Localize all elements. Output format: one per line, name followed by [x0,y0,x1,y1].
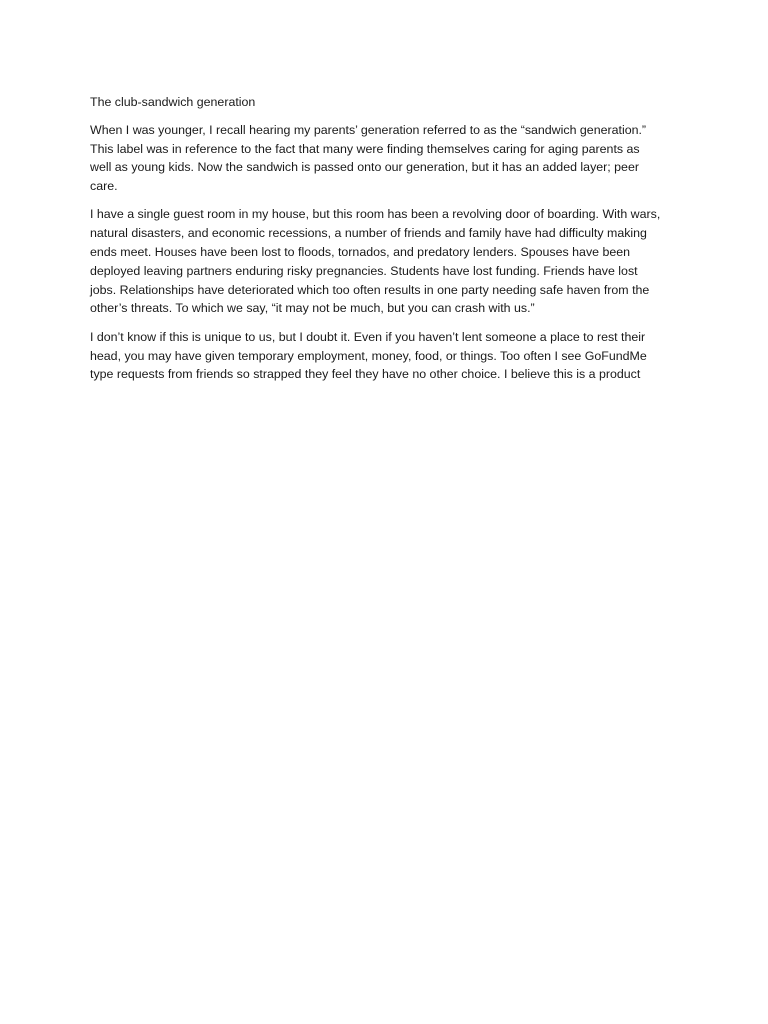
text-line: I have a single guest room in my house, but this room has been a revolving door of boarding. With wars, [90,207,661,222]
text-line: natural disasters, and economic recessions, a number of friends and family have had difficulty making [90,226,647,241]
text-line: well as young kids. Now the sandwich is passed onto our generation, but it has an added layer; peer [90,160,639,175]
text-line: ends meet. Houses have been lost to floods, tornados, and predatory lenders. Spouses have been [90,245,631,260]
text-line: I don’t know if this is unique to us, but I doubt it. Even if you haven’t lent someone a place to rest their [90,329,646,344]
text-line: head, you may have given temporary employment, money, food, or things. Too often I see GoFundMe [90,348,647,363]
text-line: jobs. Relationships have deteriorated which too often results in one party needing safe haven from the [90,282,650,297]
text-line: type requests from friends so strapped they feel they have no other choice. I believe this is a product [90,367,641,382]
paragraph-3 [90,328,690,384]
paragraph-2 [90,205,690,318]
text-line: deployed leaving partners enduring risky pregnancies. Students have lost funding. Friends have lost [90,263,638,278]
text-line: When I was younger, I recall hearing my parents’ generation referred to as the “sandwich generation.” [90,122,647,137]
text-line: other’s threats. To which we say, “it may not be much, but you can crash with us.” [90,301,535,316]
paragraph-1 [90,121,690,196]
text-line: This label was in reference to the fact that many were finding themselves caring for aging parents as [90,141,640,156]
document-body [90,93,690,394]
document-title: The club-sandwich generation [90,95,256,109]
text-line: care. [90,179,118,194]
